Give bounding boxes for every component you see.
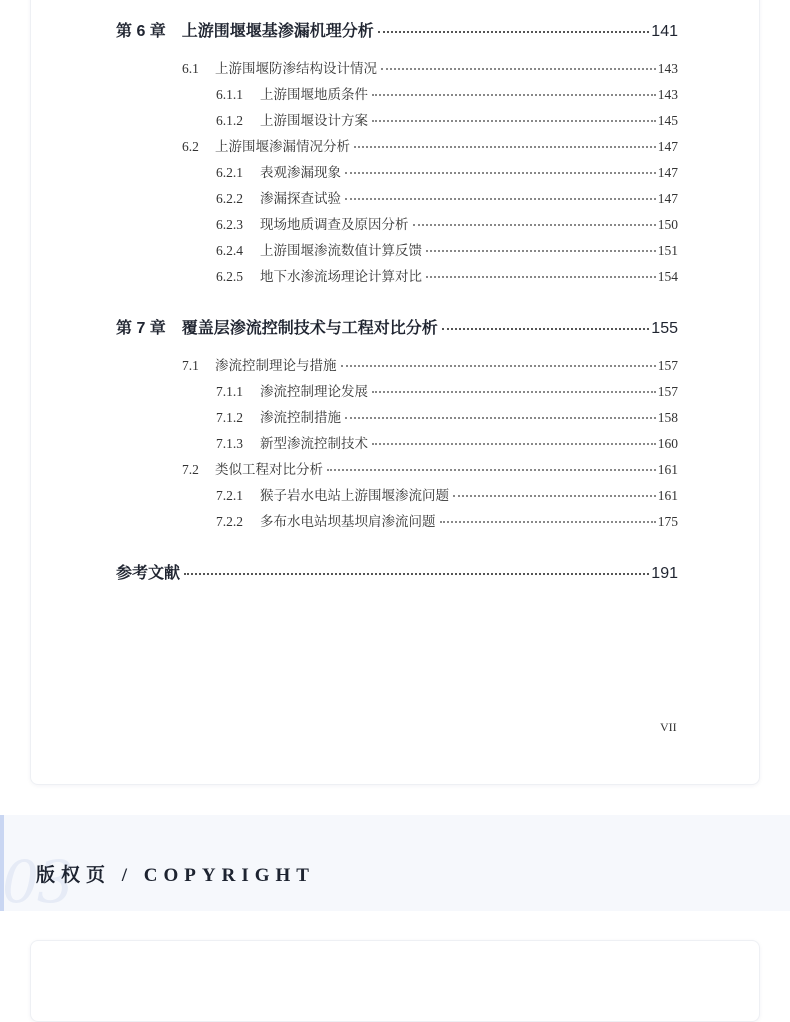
- toc-page-number: 157: [657, 384, 678, 399]
- toc-entry-number: 6.2.3: [216, 217, 243, 232]
- toc-entry-number: 7.1.1: [216, 384, 243, 399]
- toc-dot-leader: [354, 145, 656, 148]
- toc-dot-leader: [372, 119, 656, 122]
- toc-entry-number: 7.2.1: [216, 488, 243, 503]
- toc-dot-leader: [341, 364, 656, 367]
- toc-dot-leader: [381, 67, 656, 70]
- toc-chapter-entry[interactable]: [116, 315, 678, 338]
- toc-chapter-entry[interactable]: [116, 560, 678, 583]
- toc-entry-number: 7.1.2: [216, 410, 243, 425]
- toc-entry-title: 渗流控制措施: [260, 410, 341, 425]
- toc-entry-title: 上游围堰地质条件: [260, 87, 368, 102]
- toc-page-number: 160: [657, 436, 678, 451]
- toc-entry-number: 6.1.2: [216, 113, 243, 128]
- toc-page-number: 147: [657, 191, 678, 206]
- toc-page-number: 143: [657, 61, 678, 76]
- toc-entry-title: 渗漏探查试验: [260, 191, 341, 206]
- toc-entry-title: 上游围堰防渗结构设计情况: [215, 61, 377, 76]
- toc-page-number: 161: [657, 462, 678, 477]
- toc-subsection-entry[interactable]: [216, 109, 678, 129]
- toc-page-number: 155: [651, 320, 678, 337]
- toc-entry-number: 6.1.1: [216, 87, 243, 102]
- toc-entry-title: 类似工程对比分析: [215, 462, 323, 477]
- toc-entry-number: 7.1: [182, 358, 199, 373]
- toc-dot-leader: [345, 171, 656, 174]
- toc-page-number: 191: [651, 565, 678, 582]
- toc-subsection-entry[interactable]: [216, 213, 678, 233]
- toc-subsection-entry[interactable]: [216, 187, 678, 207]
- toc-page-number: 150: [657, 217, 678, 232]
- toc-dot-leader: [453, 494, 656, 497]
- toc-page-number: 147: [657, 165, 678, 180]
- toc-page-number: 158: [657, 410, 678, 425]
- toc-entry-title: 覆盖层渗流控制技术与工程对比分析: [181, 320, 438, 337]
- toc-dot-leader: [426, 275, 656, 278]
- toc-dot-leader: [184, 572, 649, 575]
- toc-entry-title: 地下水渗流场理论计算对比: [260, 269, 422, 284]
- toc-dot-leader: [440, 520, 656, 523]
- toc-entry-title: 上游围堰堰基渗漏机理分析: [181, 23, 374, 40]
- toc-entry-title: 上游围堰渗流数值计算反馈: [260, 243, 422, 258]
- toc-entry-number: 6.2.1: [216, 165, 243, 180]
- toc-page-number: 151: [657, 243, 678, 258]
- toc-section-entry[interactable]: [182, 458, 678, 478]
- toc-subsection-entry[interactable]: [216, 406, 678, 426]
- toc-entry-number: 6.1: [182, 61, 199, 76]
- toc-entry-title: 多布水电站坝基坝肩渗流问题: [260, 514, 436, 529]
- toc-subsection-entry[interactable]: [216, 161, 678, 181]
- toc-entry-title: 表观渗漏现象: [260, 165, 341, 180]
- toc-dot-leader: [442, 327, 649, 330]
- toc-page-number: 143: [657, 87, 678, 102]
- toc-entry-number: 6.2.2: [216, 191, 243, 206]
- toc-dot-leader: [413, 223, 656, 226]
- toc-page-number: 175: [657, 514, 678, 529]
- toc-entry-title: 新型渗流控制技术: [260, 436, 368, 451]
- copyright-section-title: 版权页 / COPYRIGHT: [36, 865, 315, 886]
- toc-entry-number: 第 7 章: [116, 320, 166, 337]
- toc-page-number: 161: [657, 488, 678, 503]
- toc-dot-leader: [372, 442, 656, 445]
- toc-entry-number: 6.2: [182, 139, 199, 154]
- copyright-content-card: [30, 940, 760, 1022]
- toc-entry-title: 猴子岩水电站上游围堰渗流问题: [260, 488, 449, 503]
- toc-page-number: 157: [657, 358, 678, 373]
- toc-section-entry[interactable]: [182, 354, 678, 374]
- toc-section-entry[interactable]: [182, 135, 678, 155]
- toc-dot-leader: [378, 30, 649, 33]
- toc-dot-leader: [372, 93, 656, 96]
- toc-chapter-entry[interactable]: [116, 18, 678, 41]
- toc-page-number: 145: [657, 113, 678, 128]
- toc-entry-number: 6.2.5: [216, 269, 243, 284]
- toc-entry-number: 7.2.2: [216, 514, 243, 529]
- toc-dot-leader: [345, 416, 656, 419]
- toc-dot-leader: [327, 468, 656, 471]
- toc-subsection-entry[interactable]: [216, 484, 678, 504]
- toc-subsection-entry[interactable]: [216, 380, 678, 400]
- toc-entry-number: 7.2: [182, 462, 199, 477]
- toc-entry-title: 现场地质调查及原因分析: [260, 217, 409, 232]
- toc-entry-title: 上游围堰设计方案: [260, 113, 368, 128]
- toc-entry-title: 上游围堰渗漏情况分析: [215, 139, 350, 154]
- toc-entry-title: 渗流控制理论与措施: [215, 358, 337, 373]
- toc-entry-number: 第 6 章: [116, 23, 166, 40]
- toc-subsection-entry[interactable]: [216, 510, 678, 530]
- toc-page-number: 141: [651, 23, 678, 40]
- toc-subsection-entry[interactable]: [216, 265, 678, 285]
- toc-entry-title: 渗流控制理论发展: [260, 384, 368, 399]
- toc-subsection-entry[interactable]: [216, 432, 678, 452]
- toc-subsection-entry[interactable]: [216, 239, 678, 259]
- toc-dot-leader: [345, 197, 656, 200]
- toc-subsection-entry[interactable]: [216, 83, 678, 103]
- toc-dot-leader: [372, 390, 656, 393]
- toc-section-entry[interactable]: [182, 57, 678, 77]
- toc-dot-leader: [426, 249, 656, 252]
- page-number: VII: [660, 720, 677, 734]
- section-number-watermark: 03: [2, 848, 72, 916]
- toc-entry-number: 7.1.3: [216, 436, 243, 451]
- toc-entry-title: 参考文献: [116, 565, 181, 582]
- toc-page-number: 147: [657, 139, 678, 154]
- toc-entry-number: 6.2.4: [216, 243, 243, 258]
- toc-page-number: 154: [657, 269, 678, 284]
